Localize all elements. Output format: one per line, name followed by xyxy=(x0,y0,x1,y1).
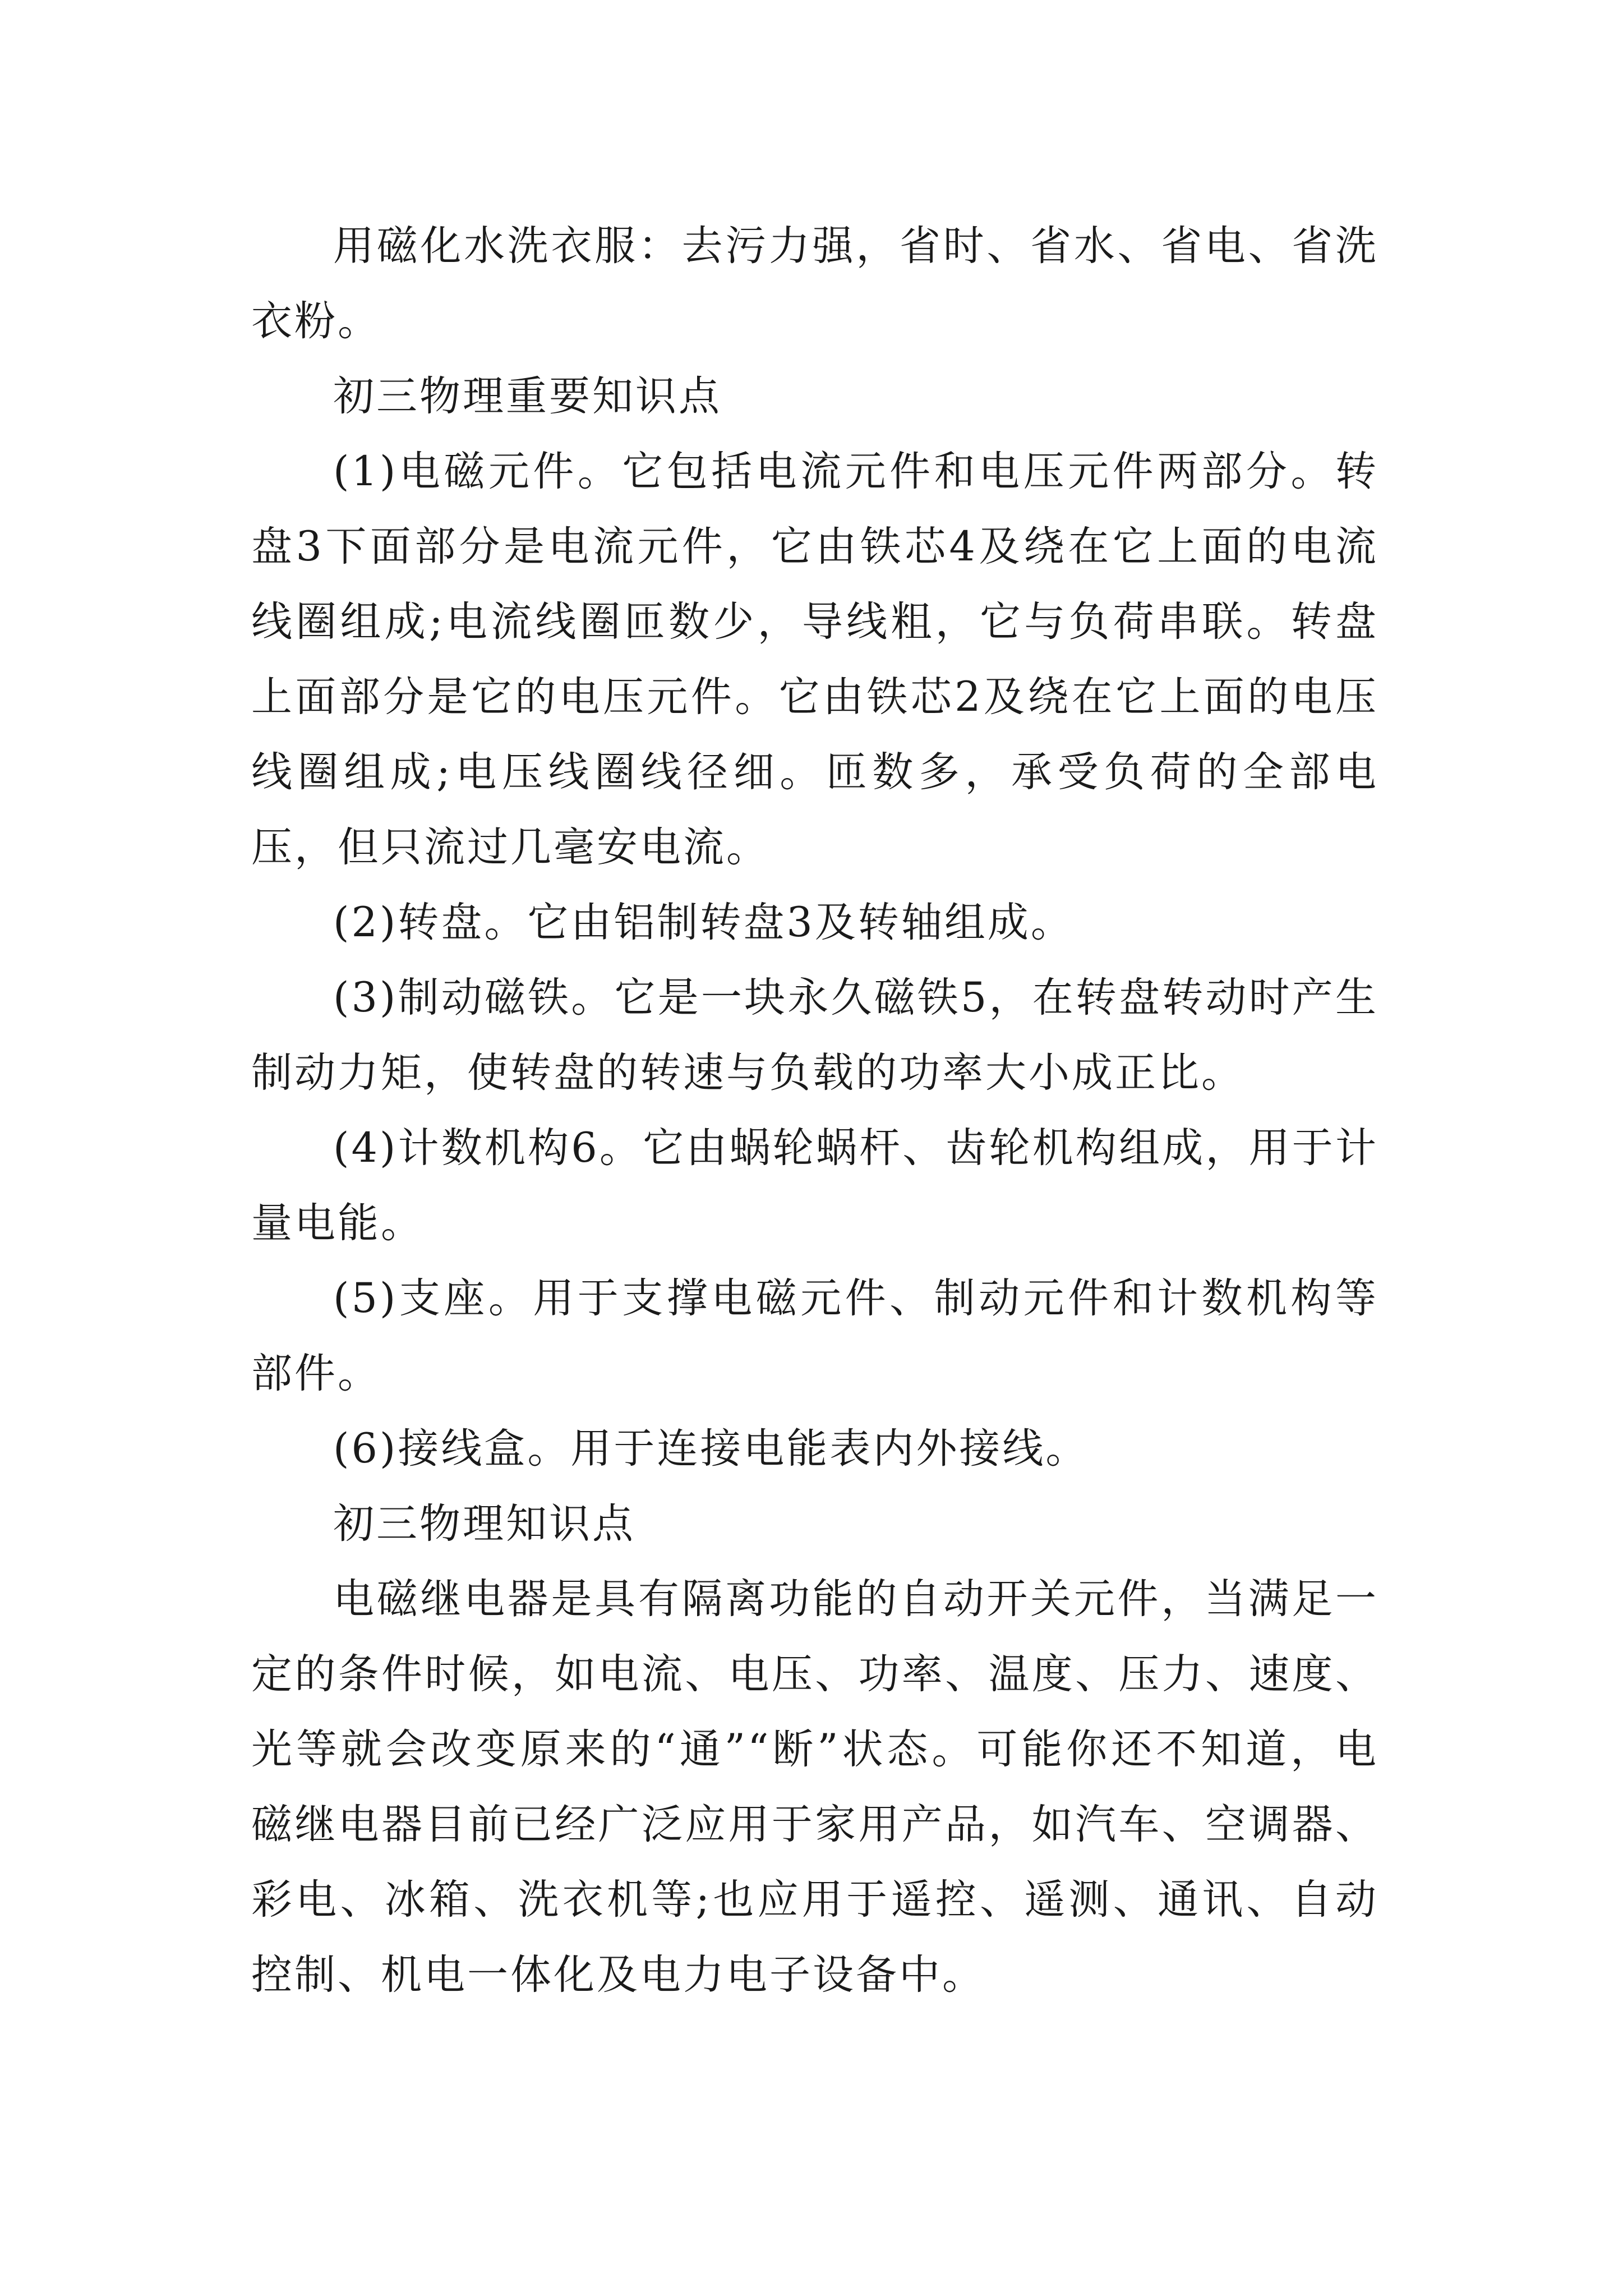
heading-knowledge-points: 初三物理知识点 xyxy=(333,1500,635,1548)
paragraph-junction-box: (6)接线盒。用于连接电能表内外接线。 xyxy=(333,1425,1089,1473)
heading-important-points: 初三物理重要知识点 xyxy=(333,372,722,420)
paragraph-electromagnetic-element: (1)电磁元件。它包括电流元件和电压元件两部分。转盘3下面部分是电流元件，它由铁芯4及绕在它上面的电流线圈组成;电流线圈匝数少，导线粗，它与负荷串联。转盘上面部分是它的电压元件。它由铁芯2及绕在它上面的电压线圈组成;电压线圈线径细。匝数多，承受负荷的全部电压，但只流过几毫安电流。 xyxy=(251,448,1378,871)
paragraph-electromagnetic-relay: 电磁继电器是具有隔离功能的自动开关元件，当满足一定的条件时候，如电流、电压、功率、温度、压力、速度、光等就会改变原来的“通”“断”状态。可能你还不知道，电磁继电器目前已经广泛应用于家用产品，如汽车、空调器、彩电、冰箱、洗衣机等;也应用于遥控、遥测、通讯、自动控制、机电一体化及电力电子设备中。 xyxy=(251,1575,1378,1999)
paragraph-brake-magnet: (3)制动磁铁。它是一块永久磁铁5，在转盘转动时产生制动力矩，使转盘的转速与负载的功率大小成正比。 xyxy=(251,974,1378,1097)
paragraph-support: (5)支座。用于支撑电磁元件、制动元件和计数机构等部件。 xyxy=(251,1274,1378,1397)
document-body xyxy=(251,209,1378,2013)
paragraph-magnetized-water: 用磁化水洗衣服：去污力强，省时、省水、省电、省洗衣粉。 xyxy=(251,222,1378,345)
paragraph-turntable: (2)转盘。它由铝制转盘3及转轴组成。 xyxy=(333,899,1074,946)
paragraph-counting-mechanism: (4)计数机构6。它由蜗轮蜗杆、齿轮机构组成，用于计量电能。 xyxy=(251,1124,1378,1247)
